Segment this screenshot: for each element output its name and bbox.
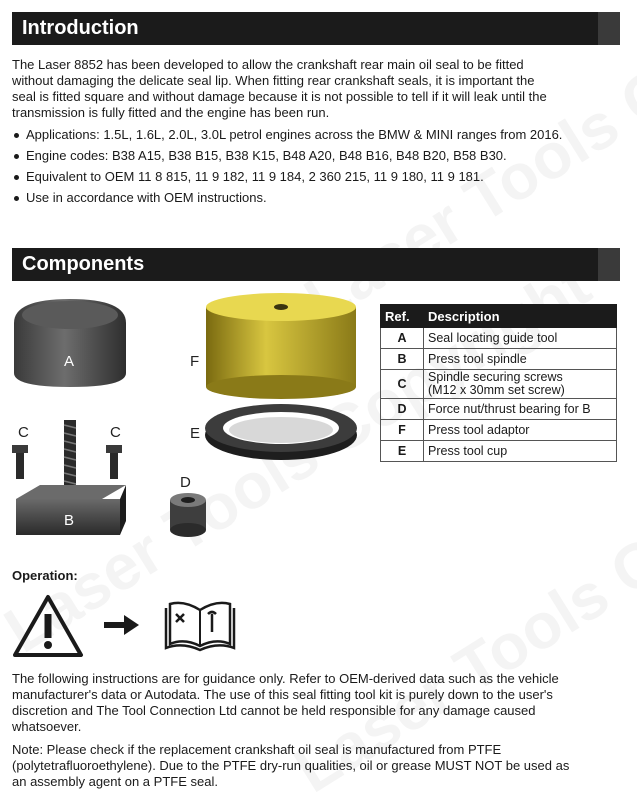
part-f-press-adaptor <box>206 293 356 399</box>
operation-note <box>12 742 620 790</box>
components-header <box>12 248 620 281</box>
components-table <box>380 304 617 462</box>
cell-ref: B <box>381 349 424 370</box>
label-e: E <box>190 425 201 442</box>
cell-ref: C <box>381 370 424 399</box>
cell-ref: A <box>381 328 424 349</box>
table-row <box>381 328 617 349</box>
note-line: Note: Please check if the replacement crankshaft oil seal is manufactured from PTFE <box>12 742 502 757</box>
note-line: (polytetrafluoroethylene). Due to the PTFE dry-run qualities, oil or grease MUST NOT be used as <box>12 758 570 773</box>
cell-description: Press tool adaptor <box>424 420 617 441</box>
cell-description <box>424 370 617 399</box>
warning-icon <box>12 594 84 658</box>
bullet-text: Equivalent to OEM 11 8 815, 11 9 182, 11 9 184, 2 360 215, 11 9 180, 11 9 181. <box>26 169 484 184</box>
table-row <box>381 370 617 399</box>
description-line: Spindle securing screws <box>428 370 563 384</box>
header-accent <box>598 248 620 281</box>
cell-description: Seal locating guide tool <box>424 328 617 349</box>
bullet-text: Use in accordance with OEM instructions. <box>26 190 267 205</box>
disclaimer-line: The following instructions are for guidance only. Refer to OEM-derived data such as the vehicle <box>12 671 559 686</box>
part-c-screw <box>106 445 122 479</box>
header-description: Description <box>424 305 617 328</box>
label-f: F <box>190 353 200 370</box>
table-row <box>381 441 617 462</box>
manual-book-icon <box>162 600 238 656</box>
cell-ref: E <box>381 441 424 462</box>
bullet-dot <box>14 133 19 138</box>
table-header-row <box>381 305 617 328</box>
introduction-title: Introduction <box>22 17 139 39</box>
bullet-dot <box>14 175 19 180</box>
label-d: D <box>180 474 191 491</box>
intro-line: without damaging the delicate seal lip. When fitting rear crankshaft seals, it is important the <box>12 73 535 88</box>
cell-description: Press tool cup <box>424 441 617 462</box>
bullet-item <box>12 190 620 211</box>
note-line: an assembly agent on a PTFE seal. <box>12 774 218 789</box>
bullet-dot <box>14 154 19 159</box>
operation-disclaimer <box>12 671 620 735</box>
table-row <box>381 399 617 420</box>
cell-description: Press tool spindle <box>424 349 617 370</box>
bullet-text: Engine codes: B38 A15, B38 B15, B38 K15, B48 A20, B48 B16, B48 B20, B58 B30. <box>26 148 507 163</box>
components-title: Components <box>22 253 145 275</box>
bullet-text: Applications: 1.5L, 1.6L, 2.0L, 3.0L petrol engines across the BMW & MINI ranges from 2016. <box>26 127 563 142</box>
cell-description: Force nut/thrust bearing for B <box>424 399 617 420</box>
header-accent <box>598 12 620 45</box>
intro-line: seal is fitted square and without damage because it is not possible to tell if it will leak until the <box>12 89 547 104</box>
part-e-press-cup <box>205 404 357 460</box>
label-c: C <box>110 424 121 441</box>
operation-title: Operation: <box>12 568 78 583</box>
cell-ref: D <box>381 399 424 420</box>
intro-line: transmission is fully fitted and the engine has been run. <box>12 105 330 120</box>
bullet-item <box>12 169 620 190</box>
part-a-guide-tool <box>14 299 126 387</box>
table-row <box>381 420 617 441</box>
disclaimer-line: whatsoever. <box>12 719 82 734</box>
header-ref: Ref. <box>381 305 424 328</box>
part-c-screw <box>12 445 28 479</box>
cell-ref: F <box>381 420 424 441</box>
intro-paragraph <box>12 57 620 121</box>
table-row <box>381 349 617 370</box>
label-a: A <box>64 353 75 370</box>
arrow-right-icon <box>104 614 140 636</box>
introduction-header <box>12 12 620 45</box>
part-d-force-nut <box>170 493 206 537</box>
components-illustration <box>0 285 370 545</box>
bullet-item <box>12 127 620 148</box>
description-line: (M12 x 30mm set screw) <box>428 383 565 397</box>
bullet-dot <box>14 196 19 201</box>
intro-line: The Laser 8852 has been developed to allow the crankshaft rear main oil seal to be fitted <box>12 57 524 72</box>
disclaimer-line: manufacturer's data or Autodata. The use of this seal fitting tool kit is purely down to the user's <box>12 687 553 702</box>
label-b: B <box>64 512 75 529</box>
label-c: C <box>18 424 29 441</box>
disclaimer-line: discretion and The Tool Connection Ltd cannot be held responsible for any damage caused <box>12 703 536 718</box>
bullet-item <box>12 148 620 169</box>
intro-bullet-list <box>12 127 620 211</box>
